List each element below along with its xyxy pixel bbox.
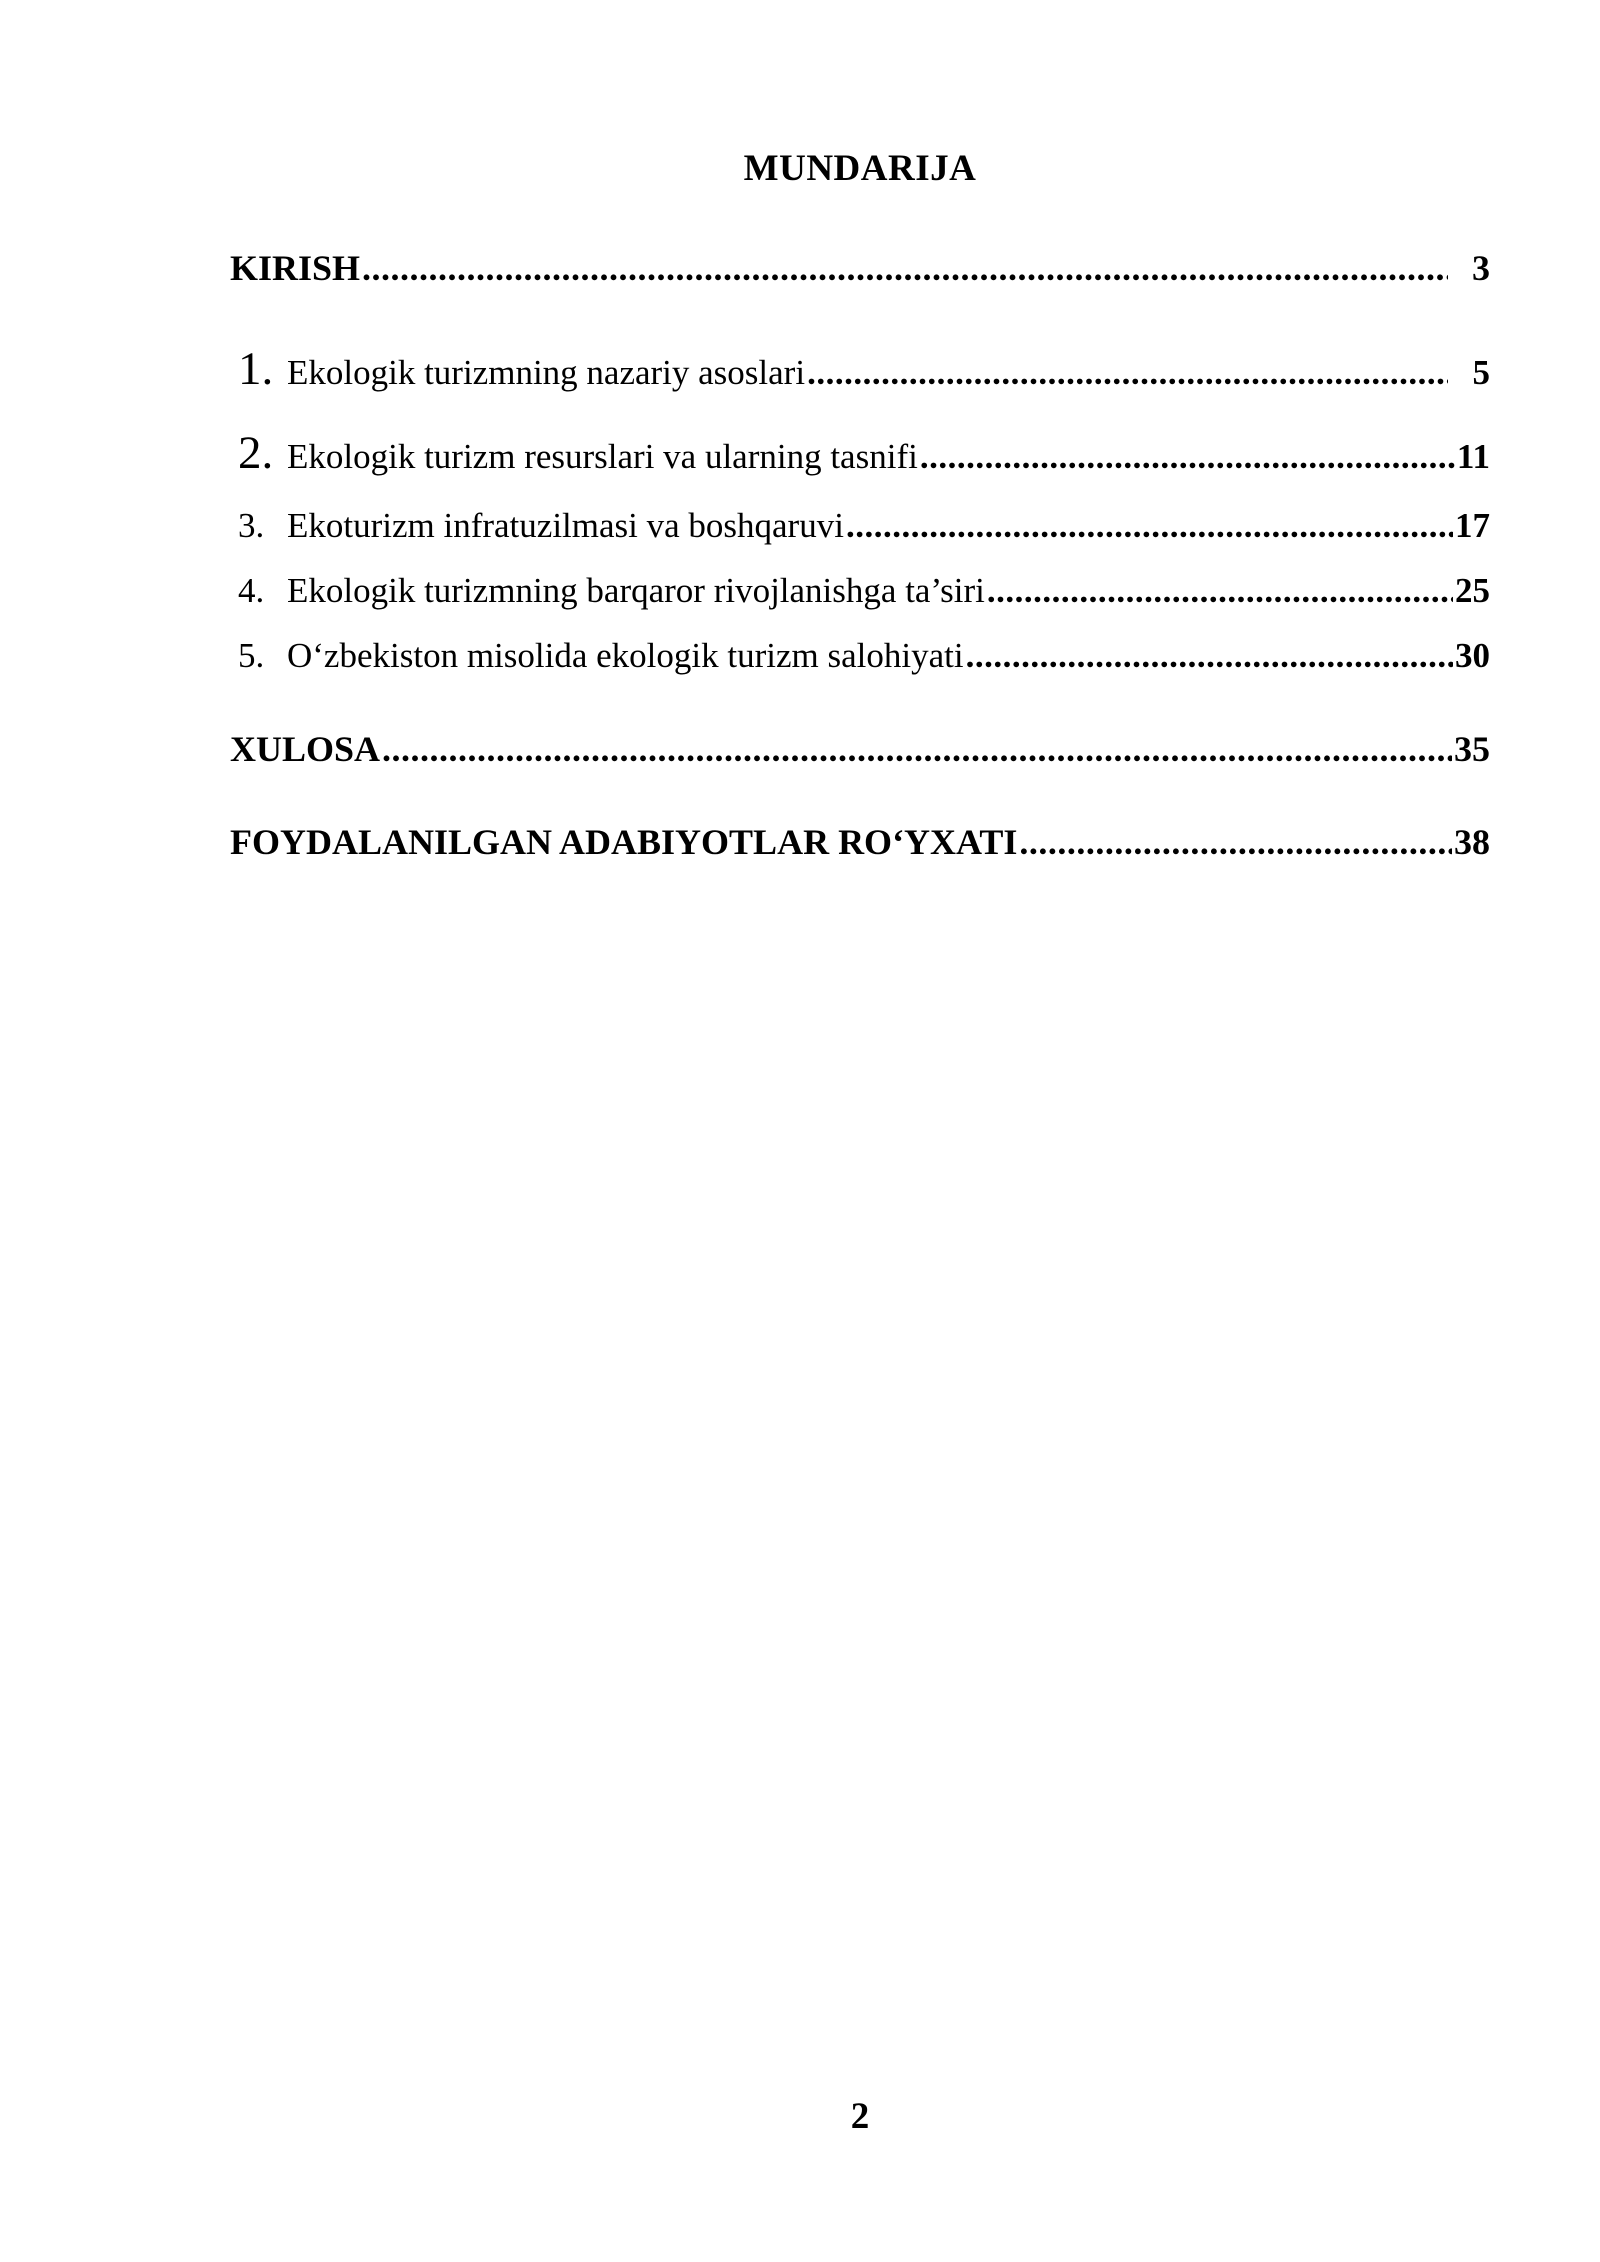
toc-entry-page: 17 <box>1455 506 1490 545</box>
toc-entry-page: 35 <box>1454 729 1490 769</box>
page-number: 2 <box>850 2096 870 2137</box>
toc-entry-page: 30 <box>1455 636 1490 675</box>
dot-leader <box>382 731 1452 767</box>
toc-entry-chapter-3 <box>230 508 1490 543</box>
toc-entry-page: 25 <box>1455 571 1490 610</box>
toc-entry-label: Ekologik turizmning nazariy asoslari <box>287 353 806 392</box>
toc-entry-label: Ekologik turizm resurslari va ularning tasnifi <box>287 437 918 476</box>
dot-leader <box>362 250 1448 286</box>
toc-entry-references <box>230 824 1490 860</box>
toc-title: MUNDARIJA <box>743 148 977 189</box>
toc-entry-number: 3. <box>238 506 265 545</box>
dot-leader <box>966 638 1453 673</box>
toc-entry-conclusion <box>230 731 1490 767</box>
toc-entry-label: O‘zbekiston misolida ekologik turizm salohiyati <box>287 636 964 675</box>
toc-entry-intro <box>230 250 1490 286</box>
toc-entry-number: 5. <box>238 636 265 675</box>
toc-entry-page: 5 <box>1472 353 1490 392</box>
toc-entry-number: 4. <box>238 571 265 610</box>
toc-entry-chapter-2 <box>230 427 1490 479</box>
toc-entry-label: FOYDALANILGAN ADABIYOTLAR RO‘YXATI <box>230 822 1018 862</box>
dot-leader <box>807 355 1448 390</box>
toc-entry-page: 3 <box>1472 248 1490 288</box>
toc-entry-chapter-4 <box>230 573 1490 608</box>
toc-entry-label: KIRISH <box>230 248 361 288</box>
toc-entry-page: 11 <box>1456 437 1490 476</box>
toc-entry-label: Ekologik turizmning barqaror rivojlanishga ta’siri <box>287 571 985 610</box>
dot-leader <box>846 508 1453 543</box>
dot-leader <box>920 439 1455 474</box>
toc-entry-number: 1. <box>238 343 274 395</box>
toc-entry-label: XULOSA <box>230 729 381 769</box>
toc-entry-label: Ekoturizm infratuzilmasi va boshqaruvi <box>287 506 844 545</box>
dot-leader <box>987 573 1453 608</box>
toc-entry-number: 2. <box>238 427 274 479</box>
toc-entry-page: 38 <box>1454 822 1490 862</box>
toc-entry-chapter-1 <box>230 343 1490 395</box>
dot-leader <box>1019 824 1452 860</box>
toc-entry-chapter-5 <box>230 638 1490 673</box>
